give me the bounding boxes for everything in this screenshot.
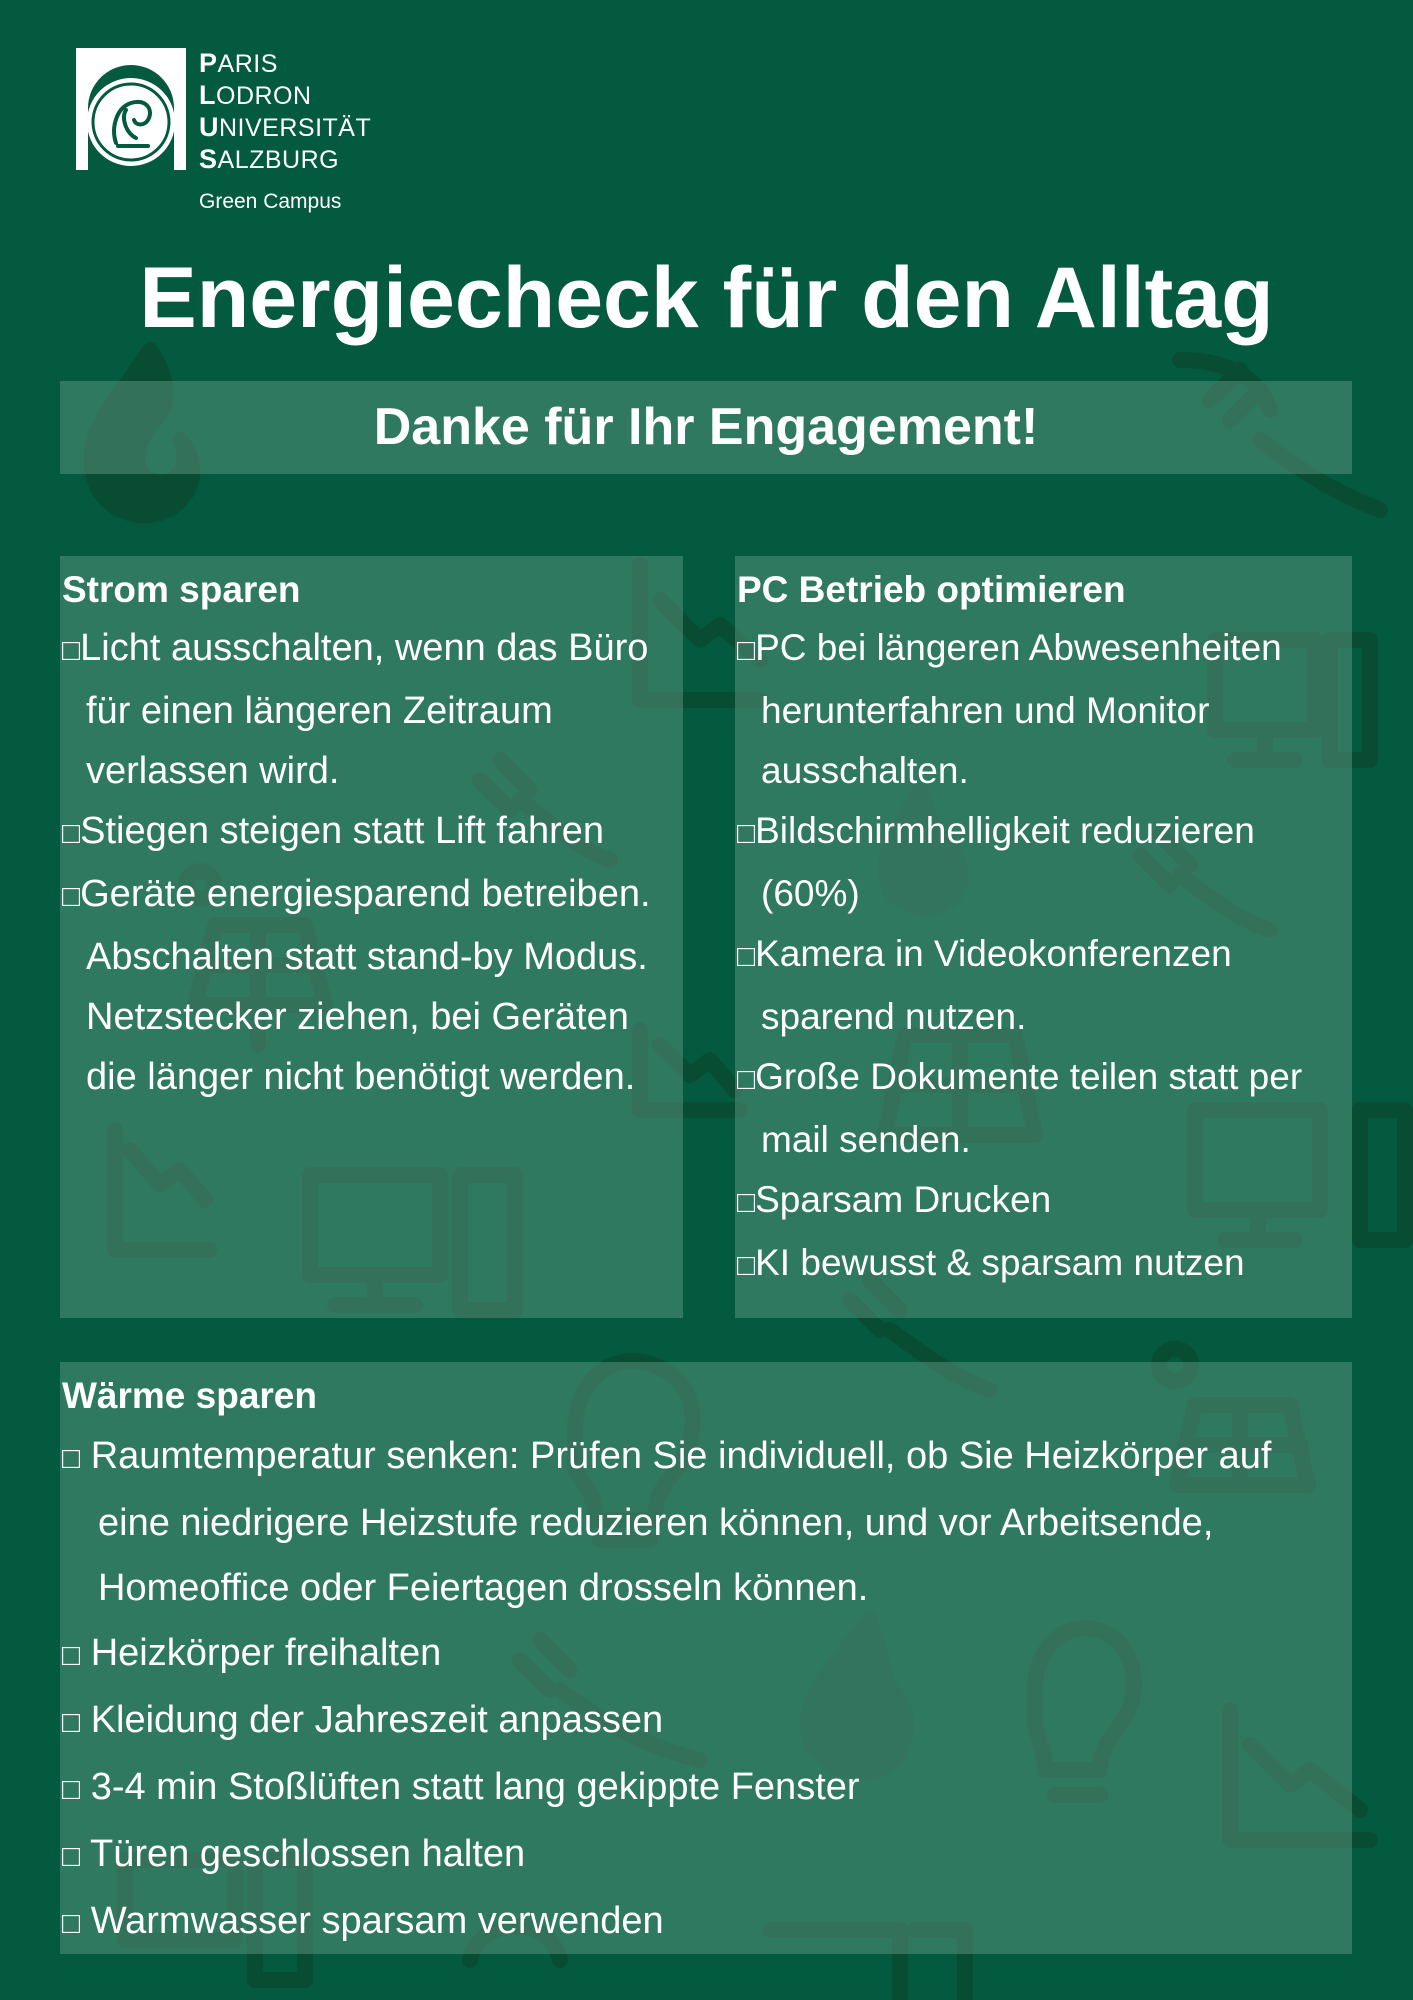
university-seal-icon	[76, 48, 186, 170]
checklist-item: □Große Dokumente teilen statt per mail senden.	[737, 1056, 1303, 1160]
checkbox-icon[interactable]: □	[737, 1249, 756, 1282]
thanks-banner: Danke für Ihr Engagement!	[60, 381, 1352, 474]
section-strom-sparen	[60, 556, 683, 1318]
checklist-item: □ 3-4 min Stoßlüften statt lang gekippte Fenster	[62, 1766, 860, 1808]
checkbox-icon[interactable]: □	[62, 634, 81, 667]
checkbox-icon[interactable]: □	[62, 1840, 81, 1873]
checkbox-icon[interactable]: □	[62, 880, 81, 913]
checkbox-icon[interactable]: □	[737, 1063, 756, 1096]
checklist-item: □Sparsam Drucken	[737, 1179, 1052, 1220]
checklist-item: □ Warmwasser sparsam verwenden	[62, 1900, 664, 1942]
checklist-item: □Licht ausschalten, wenn das Büro für einen längeren Zeitraum verlassen wird.	[62, 627, 649, 792]
checklist	[737, 618, 1350, 1296]
checkbox-icon[interactable]: □	[737, 817, 756, 850]
checkbox-icon[interactable]: □	[62, 1442, 81, 1475]
checkbox-icon[interactable]: □	[62, 1706, 81, 1739]
checkbox-icon[interactable]: □	[737, 940, 756, 973]
checklist-item: □KI bewusst & sparsam nutzen	[737, 1242, 1245, 1283]
section-title: Strom sparen	[62, 569, 301, 610]
checklist-item: □Geräte energiesparend betreiben. Abschalten statt stand-by Modus. Netzstecker ziehen, bei Geräten die länger nicht benötigt werden.	[62, 873, 651, 1098]
section-title: PC Betrieb optimieren	[737, 569, 1126, 610]
section-pc-betrieb	[735, 556, 1352, 1318]
checkbox-icon[interactable]: □	[737, 634, 756, 667]
page-title: Energiecheck für den Alltag	[139, 250, 1274, 346]
section-waerme-sparen	[60, 1362, 1352, 1954]
logo-line-4: SALZBURG	[199, 144, 340, 174]
checkbox-icon[interactable]: □	[737, 1186, 756, 1219]
university-logo	[76, 48, 406, 218]
checklist-item: □ Heizkörper freihalten	[62, 1632, 442, 1674]
checkbox-icon[interactable]: □	[62, 1773, 81, 1806]
logo-line-1: PARIS	[199, 48, 278, 78]
checklist-item: □Bildschirmhelligkeit reduzieren (60%)	[737, 810, 1255, 914]
logo-subtitle: Green Campus	[199, 190, 342, 213]
checklist-item: □Stiegen steigen statt Lift fahren	[62, 810, 605, 852]
checklist	[62, 618, 681, 1107]
checklist	[62, 1424, 1350, 1956]
logo-line-3: UNIVERSITÄT	[199, 112, 372, 142]
checklist-item: □PC bei längeren Abwesenheiten herunterfahren und Monitor ausschalten.	[737, 627, 1282, 791]
checklist-item: □ Kleidung der Jahreszeit anpassen	[62, 1699, 664, 1741]
section-title: Wärme sparen	[62, 1375, 317, 1416]
checkbox-icon[interactable]: □	[62, 1907, 81, 1940]
checklist-item: □ Raumtemperatur senken: Prüfen Sie individuell, ob Sie Heizkörper auf eine niedrigere Heizstufe reduzieren können, und vor Arbeitsende, Homeoffice oder Feiertagen drosseln können.	[62, 1435, 1272, 1609]
checklist-item: □Kamera in Videokonferenzen sparend nutzen.	[737, 933, 1232, 1037]
logo-line-2: LODRON	[199, 80, 312, 110]
checkbox-icon[interactable]: □	[62, 817, 81, 850]
checkbox-icon[interactable]: □	[62, 1639, 81, 1672]
checklist-item: □ Türen geschlossen halten	[62, 1833, 526, 1875]
